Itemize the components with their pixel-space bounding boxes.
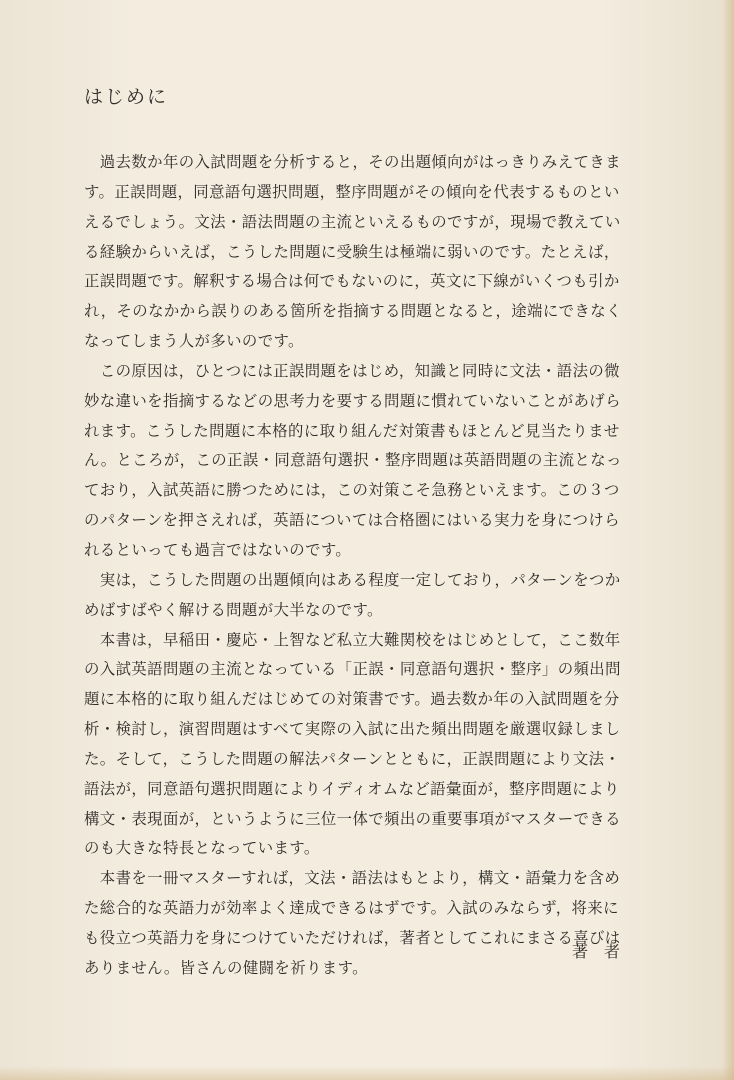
- page-heading: はじめに: [84, 86, 169, 108]
- author-signature: 著者: [571, 942, 636, 961]
- text-line: れます。こうした問題に本格的に取り組んだ対策書もほとんど見当たりませ: [84, 421, 620, 440]
- text-line: 実は，こうした問題の出題傾向はある程度一定しており，パターンをつか: [84, 570, 621, 589]
- page-edge-shadow: [722, 0, 734, 1080]
- text-line: 語法が，同意語句選択問題によりイディオムなど語彙面が，整序問題により: [84, 779, 620, 798]
- page-bottom-shadow: [0, 1066, 734, 1080]
- text-line: る経験からいえば，こうした問題に受験生は極端に弱いのです。たとえば，: [84, 242, 620, 261]
- text-line: のも大きな特長となっています。: [84, 839, 320, 858]
- text-line: の入試英語問題の主流となっている「正誤・同意語句選択・整序」の頻出問: [84, 660, 621, 679]
- text-line: た。そして，こうした問題の解法パターンとともに，正誤問題により文法・: [84, 749, 621, 768]
- text-line: た総合的な英語力が効率よく達成できるはずです。入試のみならず，将来に: [84, 899, 619, 918]
- text-line: 析・検討し，演習問題はすべて実際の入試に出た頻出問題を厳選収録しまし: [84, 720, 621, 739]
- text-line: ており，入試英語に勝つためには，この対策こそ急務といえます。この３つ: [84, 481, 620, 500]
- text-line: 本書を一冊マスターすれば，文法・語法はもとより，構文・語彙力を含め: [84, 869, 621, 888]
- text-line: 過去数か年の入試問題を分析すると，その出題傾向がはっきりみえてきま: [84, 153, 621, 171]
- text-line: す。正誤問題，同意語句選択問題，整序問題がその傾向を代表するものとい: [84, 182, 620, 201]
- text-line: 構文・表現面が，というように三位一体で頻出の重要事項がマスターできる: [84, 809, 621, 828]
- text-line: 妙な違いを指摘するなどの思考力を要する問題に慣れていないことがあげら: [84, 391, 621, 410]
- text-line: 本書は，早稲田・慶応・上智など私立大難関校をはじめとして，ここ数年: [84, 630, 621, 649]
- text-line: 題に本格的に取り組んだはじめての対策書です。過去数か年の入試問題を分: [84, 690, 620, 709]
- text-line: れるといっても過言ではないのです。: [84, 540, 352, 559]
- text-line: のパターンを押さえれば，英語については合格圏にはいる実力を身につけら: [84, 511, 620, 530]
- text-line: 正誤問題です。解釈する場合は何でもないのに，英文に下線がいくつも引か: [84, 272, 620, 291]
- text-line: なってしまう人が多いのです。: [84, 332, 304, 351]
- text-line: ありません。皆さんの健闘を祈ります。: [84, 958, 368, 977]
- body-text: [84, 148, 654, 984]
- text-line: えるでしょう。文法・語法問題の主流といえるものですが，現場で教えてい: [84, 212, 621, 231]
- text-line: れ，そのなかから誤りのある箇所を指摘する問題となると，途端にできなく: [84, 302, 622, 321]
- text-line: も役立つ英語力を身につけていただければ，著者としてこれにまさる喜びは: [84, 928, 621, 947]
- text-line: この原因は，ひとつには正誤問題をはじめ，知識と同時に文法・語法の微: [84, 361, 620, 380]
- text-line: めばすばやく解ける問題が大半なのです。: [84, 600, 383, 619]
- text-line: ん。ところが，この正誤・同意語句選択・整序問題は英語問題の主流となっ: [84, 451, 622, 470]
